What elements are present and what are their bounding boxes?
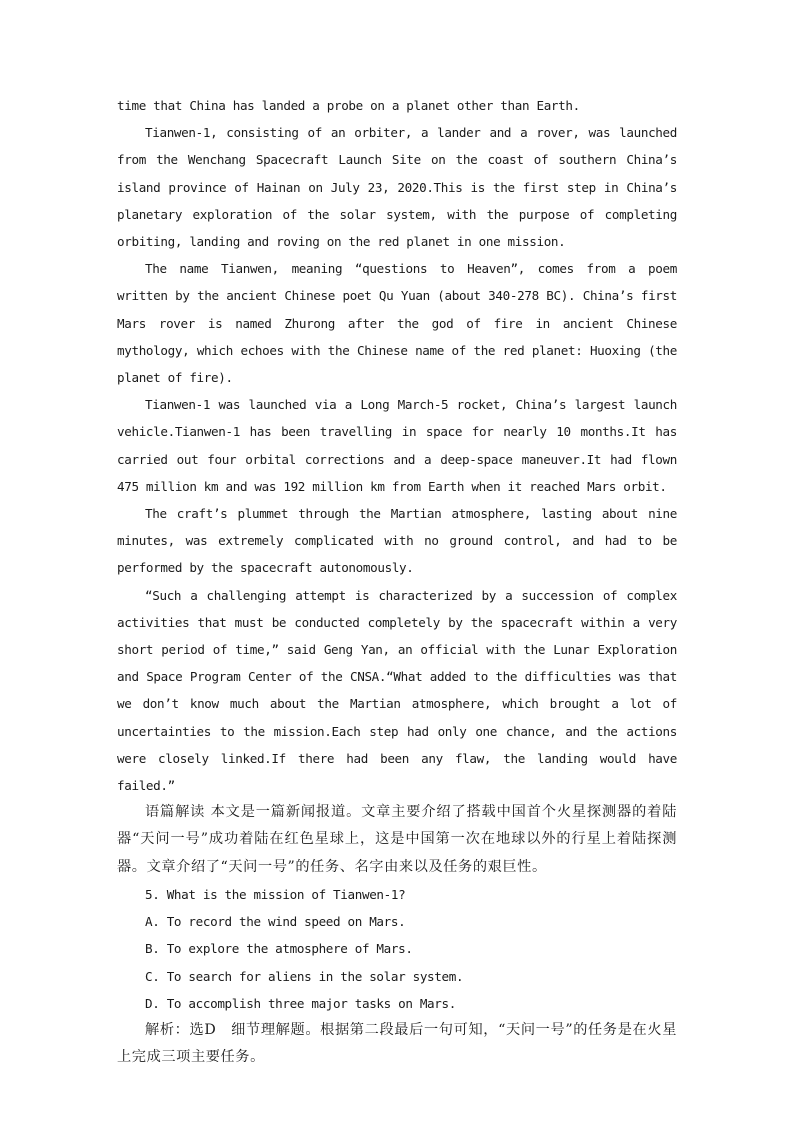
answer-explanation: 解析：选D 细节理解题。根据第二段最后一句可知，“天问一号”的任务是在火星上完成三项主要任务。 [117,1021,677,1066]
article-text [117,92,677,1071]
question-stem: 5. What is the mission of Tianwen-1? [145,886,406,902]
discourse-analysis: 语篇解读 本文是一篇新闻报道。文章主要介绍了搭载中国首个火星探测器的着陆器“天问一号”成功着陆在红色星球上，这是中国第一次在地球以外的行星上着陆探测器。文章介绍了“天问一号”的任务、名字由来以及任务的艰巨性。 [117,804,677,875]
article-paragraph-3: Tianwen-1 was launched via a Long March-5 rocket, China’s largest launch vehicle.Tianwen-1 has been travelling in space for nearly 10 months.It has carried out four orbital corrections and a deep-space maneuver.It had flown 475 million km and was 192 million km from Earth when it reached Mars orbit. [117,397,677,494]
article-paragraph-1: Tianwen-1, consisting of an orbiter, a lander and a rover, was launched from the Wenchang Spacecraft Launch Site on the coast of southern China’s island province of Hainan on July 23, 2020.This is the first step in China’s planetary exploration of the solar system, with the purpose of completing orbiting, landing and roving on the red planet in one mission. [117,125,677,250]
option-c: C. To search for aliens in the solar system. [145,968,464,984]
article-paragraph-5: “Such a challenging attempt is characterized by a succession of complex activities that must be conducted completely by the spacecraft within a very short period of time,” said Geng Yan, an official with the Lunar Exploration and Space Program Center of the CNSA.“What added to the difficulties was that we don’t know much about the Martian atmosphere, which brought a lot of uncertainties to the mission.Each step had only one chance, and the actions were closely linked.If there had been any flaw, the landing would have failed.” [117,587,677,794]
article-paragraph-2: The name Tianwen, meaning “questions to Heaven”, comes from a poem written by the ancient Chinese poet Qu Yuan (about 340-278 BC). China’s first Mars rover is named Zhurong after the god of fire in ancient Chinese mythology, which echoes with the Chinese name of the red planet: Huoxing (the planet of fire). [117,261,677,386]
option-d: D. To accomplish three major tasks on Mars. [145,995,456,1011]
article-paragraph-0: time that China has landed a probe on a planet other than Earth. [117,98,580,113]
article-paragraph-4: The craft’s plummet through the Martian atmosphere, lasting about nine minutes, was extremely complicated with no ground control, and had to be performed by the spacecraft autonomously. [117,506,677,576]
option-b: B. To explore the atmosphere of Mars. [145,941,413,957]
option-a: A. To record the wind speed on Mars. [145,914,406,930]
